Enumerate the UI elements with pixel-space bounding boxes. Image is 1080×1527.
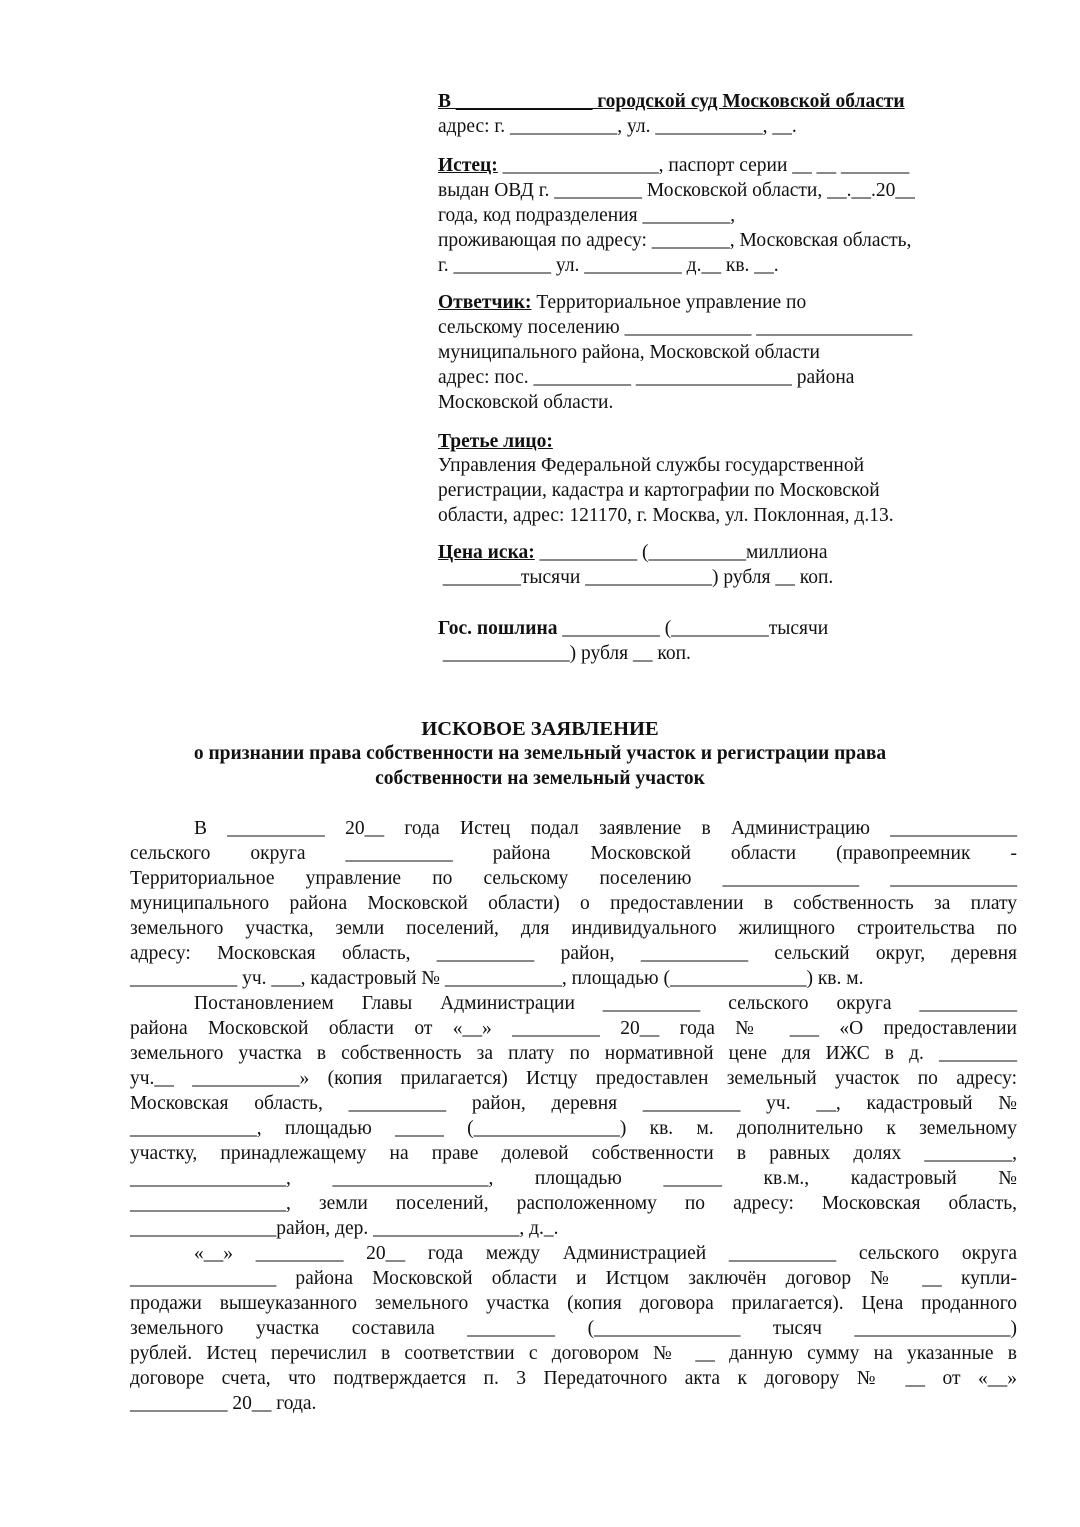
third-party-label: Третье лицо: bbox=[438, 431, 553, 452]
plaintiff-line-5: г. __________ ул. __________ д.__ кв. __. bbox=[438, 255, 779, 276]
defendant-line-5: Московской области. bbox=[438, 392, 614, 413]
plaintiff-line-2: выдан ОВД г. _________ Московской области, __.__.20__ bbox=[438, 180, 915, 201]
defendant-line-4: адрес: пос. __________ ________________ района bbox=[438, 367, 855, 388]
body-line-16: ________________, земли поселений, расположенному по адресу: Московская область, bbox=[130, 1193, 1017, 1214]
state-duty-line-1 bbox=[438, 617, 828, 641]
defendant-line-3: муниципального района, Московской области bbox=[438, 342, 820, 363]
defendant-line-1 bbox=[438, 291, 806, 315]
body-line-20: продажи вышеуказанного земельного участка (копия договора прилагается). Цена проданного bbox=[130, 1293, 1017, 1314]
body-line-18: «__» _________ 20__ года между Администрацией ___________ сельского округа bbox=[194, 1243, 1017, 1264]
body-line-8: Постановлением Главы Администрации __________ сельского округа __________ bbox=[194, 993, 1017, 1014]
document-title: ИСКОВОЕ ЗАЯВЛЕНИЕ bbox=[421, 718, 659, 740]
body-line-23: договоре счета, что подтверждается п. 3 Передаточного акта к договору № __ от «__» bbox=[130, 1368, 1017, 1389]
body-line-15: ________________, ________________, площадью ______ кв.м., кадастровый № bbox=[130, 1168, 1017, 1189]
body-line-17: _______________район, дер. _______________, д._. bbox=[130, 1218, 559, 1239]
body-line-11: уч.__ ___________» (копия прилагается) Истцу предоставлен земельный участок по адресу: bbox=[130, 1068, 1017, 1089]
third-party-line-2: регистрации, кадастра и картографии по Московской bbox=[438, 480, 880, 501]
body-line-22: рублей. Истец перечислил в соответствии с договором № __ данную сумму на указанные в bbox=[130, 1343, 1017, 1364]
state-duty-label: Гос. пошлина bbox=[438, 618, 558, 639]
plaintiff-line-1 bbox=[438, 154, 909, 178]
state-duty-line-2: _____________) рубля __ коп. bbox=[438, 643, 691, 664]
plaintiff-line-3: года, код подразделения _________, bbox=[438, 205, 736, 226]
body-line-24: __________ 20__ года. bbox=[130, 1393, 317, 1414]
body-line-10: земельного участка в собственность за плату по нормативной цене для ИЖС в д. ________ bbox=[130, 1043, 1017, 1064]
plaintiff-line-4: проживающая по адресу: ________, Московская область, bbox=[438, 230, 912, 251]
state-duty-line-1-rest: __________ (__________тысячи bbox=[557, 618, 829, 639]
document-subtitle-2: собственности на земельный участок bbox=[375, 768, 705, 789]
plaintiff-line-1-rest: ________________, паспорт серии __ __ _______ bbox=[497, 155, 910, 176]
plaintiff-label: Истец: bbox=[438, 155, 498, 176]
body-line-2: сельского округа ___________ района Московской области (правопреемник - bbox=[130, 843, 1017, 864]
body-line-9: района Московской области от «__» _________ 20__ года № ___ «О предоставлении bbox=[130, 1018, 1017, 1039]
body-line-3: Территориальное управление по сельскому поселению ______________ _____________ bbox=[130, 868, 1017, 889]
claim-price-line-1-rest: __________ (__________миллиона bbox=[534, 542, 828, 563]
body-line-14: участку, принадлежащему на праве долевой собственности в равных долях _________, bbox=[130, 1143, 1017, 1164]
court-address: адрес: г. ___________, ул. ___________, __. bbox=[438, 116, 797, 137]
body-line-5: земельного участка, земли поселений, для индивидуального жилищного строительства по bbox=[130, 918, 1017, 939]
body-line-7: ___________ уч. ___, кадастровый № ____________, площадью (______________) кв. м. bbox=[130, 968, 864, 989]
body-line-19: _______________ района Московской области и Истцом заключён договор № __ купли- bbox=[130, 1268, 1017, 1289]
claim-price-line-2: ________тысячи _____________) рубля __ коп. bbox=[438, 567, 834, 588]
court-line bbox=[438, 90, 905, 114]
third-party-line-3: области, адрес: 121170, г. Москва, ул. Поклонная, д.13. bbox=[438, 505, 894, 526]
court-line-text: В ______________ городской суд Московской области bbox=[438, 91, 905, 112]
document-subtitle-1: о признании права собственности на земельный участок и регистрации права bbox=[193, 743, 887, 764]
defendant-line-2: сельскому поселению _____________ ________________ bbox=[438, 317, 913, 338]
claim-price-line-1 bbox=[438, 541, 828, 565]
body-line-21: земельного участка составила _________ (_______________ тысяч ________________) bbox=[130, 1318, 1017, 1339]
body-line-4: муниципального района Московской области) о предоставлении в собственность за плату bbox=[130, 893, 1017, 914]
body-line-6: адресу: Московская область, __________ район, ___________ сельский округ, деревня bbox=[130, 943, 1017, 964]
body-line-1: В __________ 20__ года Истец подал заявление в Администрацию _____________ bbox=[194, 818, 1017, 839]
third-party-line-1: Управления Федеральной службы государственной bbox=[438, 455, 865, 476]
body-line-12: Московская область, __________ район, деревня __________ уч. __, кадастровый № bbox=[130, 1093, 1017, 1114]
body-line-13: _____________, площадью _____ (_______________) кв. м. дополнительно к земельному bbox=[130, 1118, 1017, 1139]
defendant-line-1-rest: Территориальное управление по bbox=[531, 292, 807, 313]
claim-price-label: Цена иска: bbox=[438, 542, 535, 563]
defendant-label: Ответчик: bbox=[438, 292, 532, 313]
